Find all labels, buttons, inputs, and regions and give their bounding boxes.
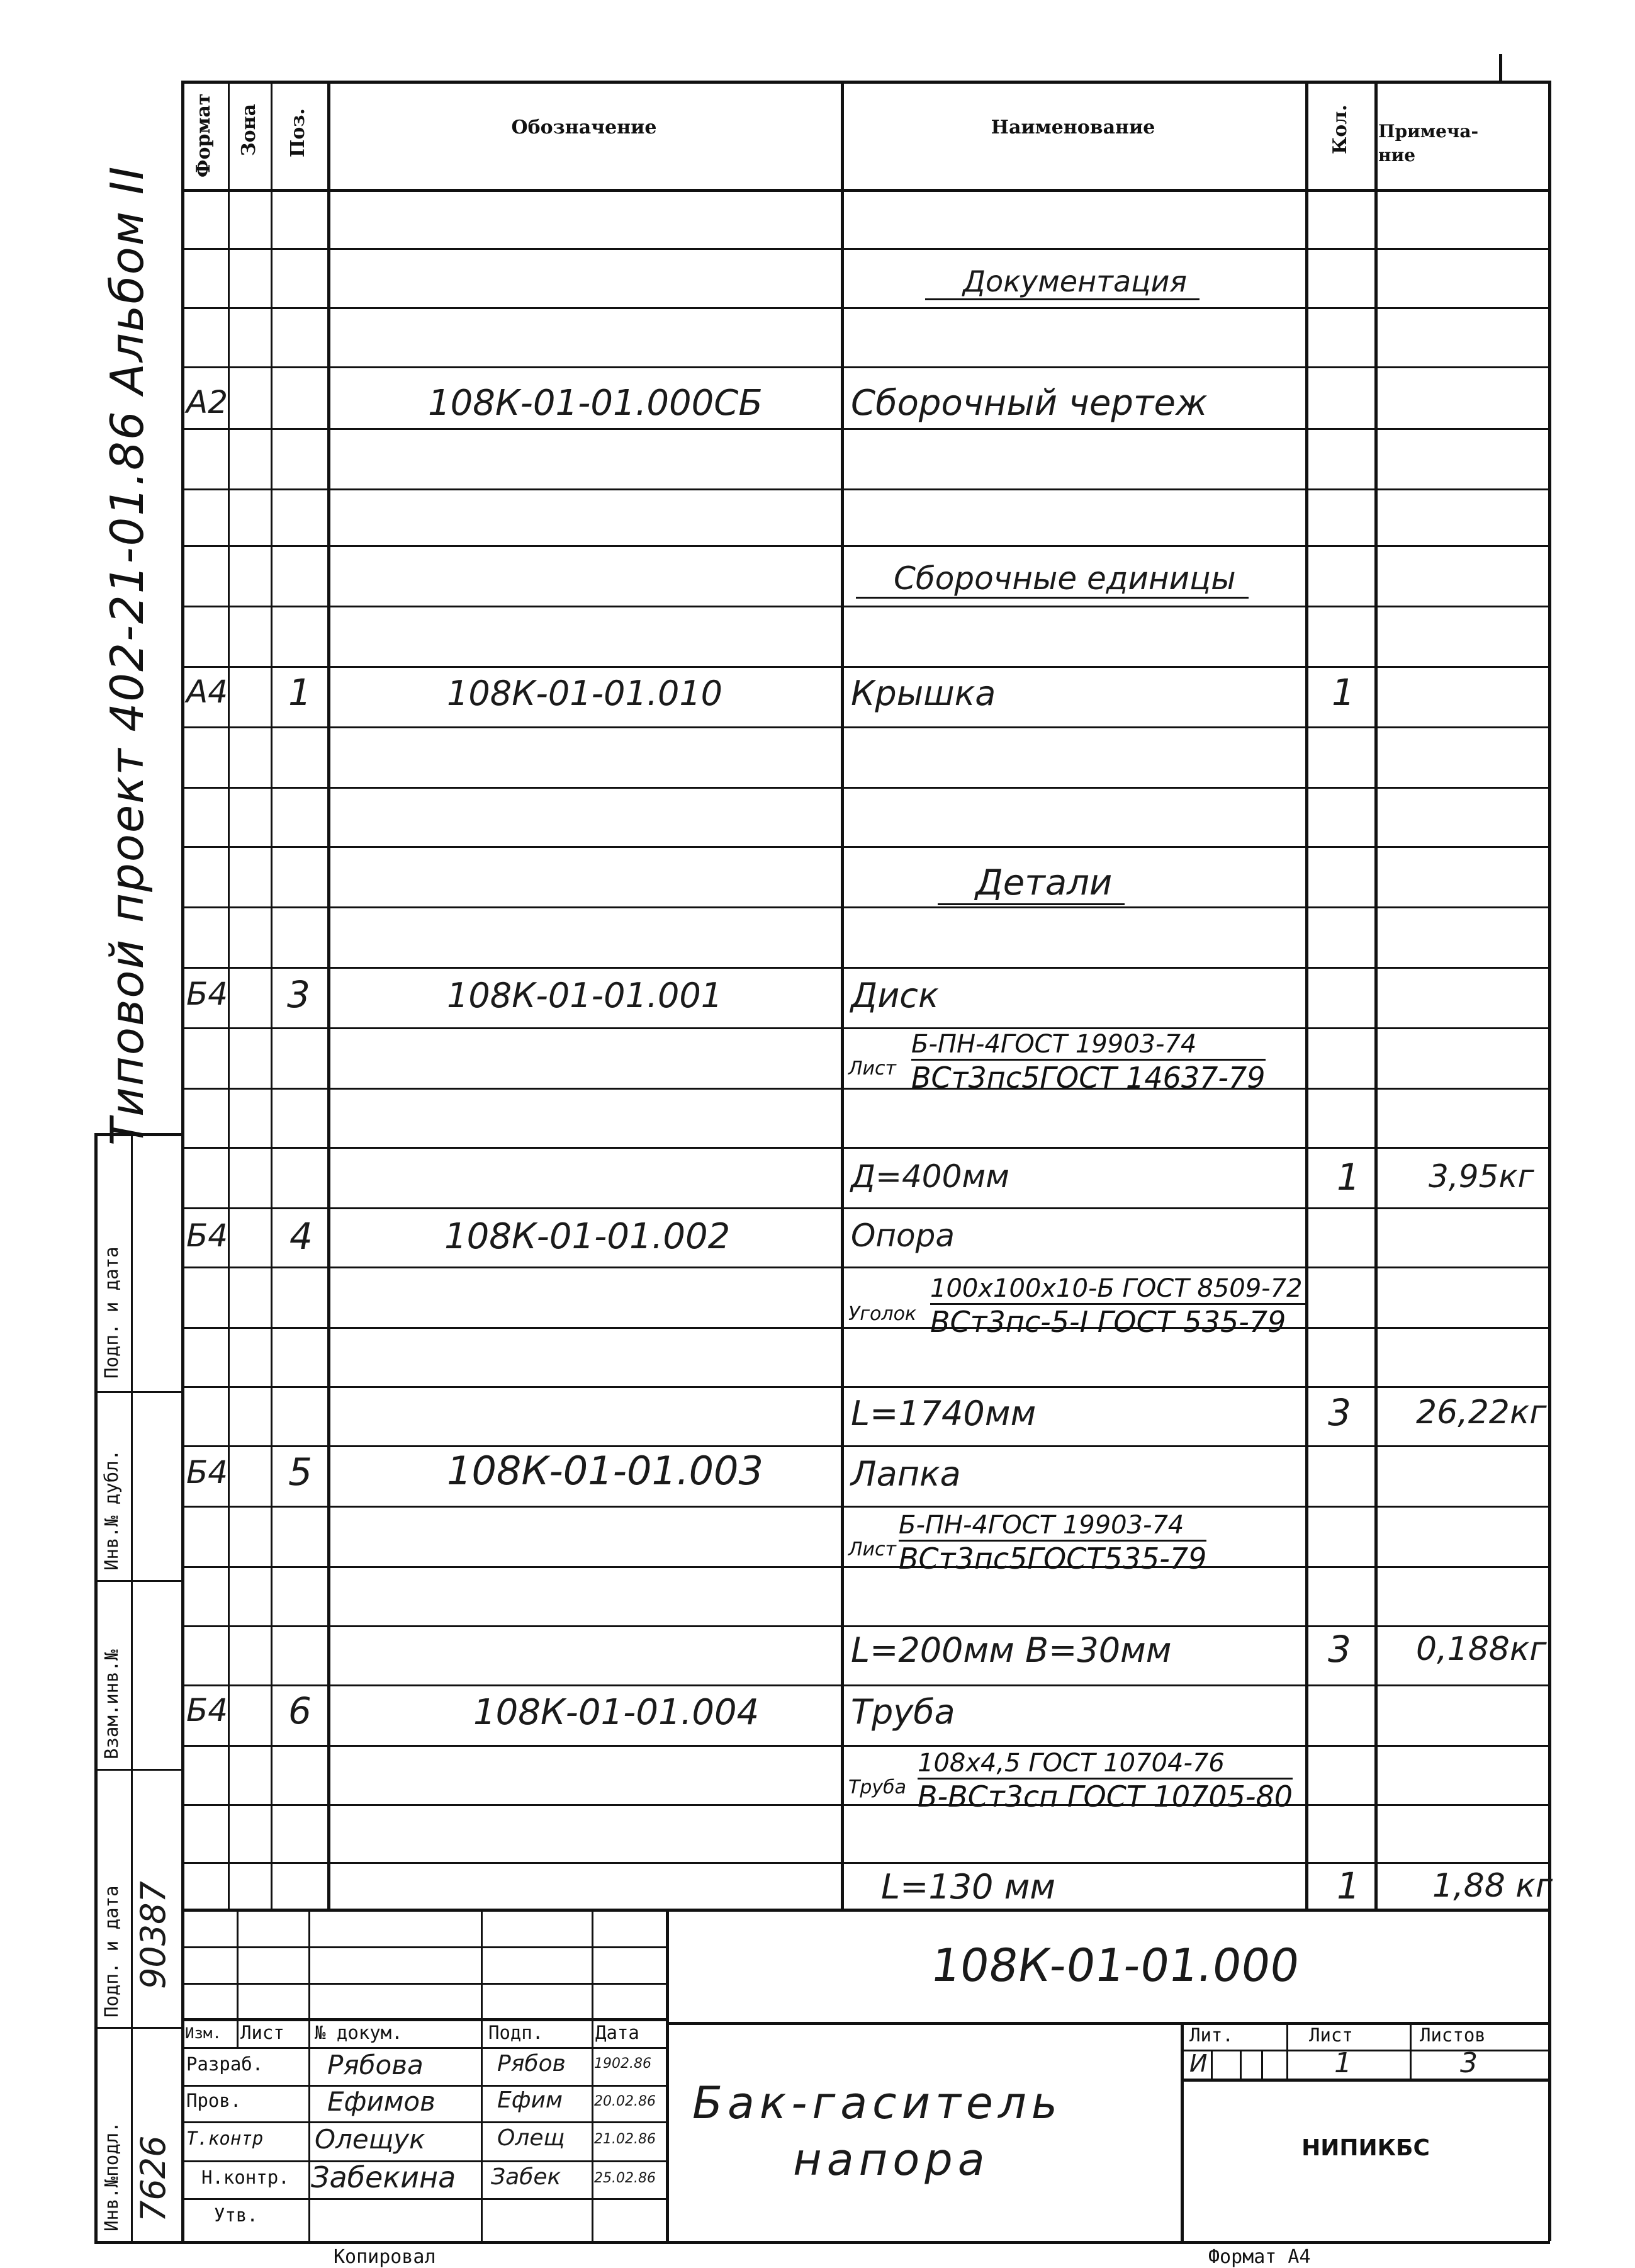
tb-header-izm: Изм. bbox=[185, 2024, 222, 2042]
tb-header-doc: № докум. bbox=[315, 2022, 403, 2043]
sign-date-value: 90387 bbox=[133, 1881, 173, 1989]
material-top: Б-ПН-4ГОСТ 19903-74 bbox=[899, 1511, 1206, 1542]
row-qty: 3 bbox=[1328, 1628, 1351, 1671]
tb-sheets-label: Листов bbox=[1420, 2024, 1486, 2046]
row-name: Опора bbox=[851, 1217, 955, 1254]
row-name: Диск bbox=[851, 976, 939, 1015]
row-name: Лапка bbox=[851, 1454, 961, 1494]
row-name: L=200мм B=30мм bbox=[851, 1630, 1172, 1670]
tb-sheets-value: 3 bbox=[1460, 2047, 1478, 2079]
material-top: 100х100х10-Б ГОСТ 8509-72 bbox=[930, 1274, 1306, 1305]
row-pos: 6 bbox=[288, 1690, 312, 1732]
header-pos: Поз. bbox=[287, 108, 309, 157]
row-designation: 108К-01-01.000СБ bbox=[428, 383, 763, 424]
side-label-vzam-inv: Взам.инв.№ bbox=[101, 1649, 122, 1759]
row-format: Б4 bbox=[186, 1217, 228, 1254]
row-name: Д=400мм bbox=[851, 1158, 1009, 1195]
row-format: Б4 bbox=[186, 1692, 228, 1729]
row-name: Труба bbox=[851, 1692, 955, 1732]
material-top: 108х4,5 ГОСТ 10704-76 bbox=[918, 1749, 1293, 1780]
row-pos: 5 bbox=[288, 1450, 313, 1494]
tb-role: Т.контр bbox=[186, 2128, 264, 2149]
header-format: Формат bbox=[193, 93, 215, 178]
tb-header-sign: Подп. bbox=[488, 2022, 544, 2043]
tb-role: Пров. bbox=[186, 2090, 242, 2111]
row-designation: 108К-01-01.003 bbox=[447, 1448, 763, 1494]
tb-signature: Олещ bbox=[497, 2125, 565, 2151]
row-format: А4 bbox=[186, 674, 228, 710]
row-note: 26,22кг bbox=[1416, 1394, 1547, 1431]
side-label-inv-dubl: Инв.№ дубл. bbox=[101, 1449, 122, 1571]
side-label-sign-date-1: Подп. и дата bbox=[101, 1246, 122, 1379]
material-bottom: ВСт3пс-5-I ГОСТ 535-79 bbox=[930, 1305, 1286, 1339]
tb-date: 21.02.86 bbox=[594, 2131, 656, 2147]
row-designation: 108К-01-01.001 bbox=[447, 976, 723, 1015]
header-note: Примеча-ние bbox=[1378, 121, 1479, 166]
inv-number-value: 7626 bbox=[133, 2135, 173, 2222]
side-label-sign-date-2: Подп. и дата bbox=[101, 1885, 122, 2017]
tb-doc-number: 108К-01-01.000 bbox=[928, 1939, 1303, 1992]
tb-organization: НИПИКБС bbox=[1301, 2135, 1430, 2161]
material-prefix: Труба bbox=[848, 1776, 907, 1798]
side-label-inv-podl: Инв.№подл. bbox=[101, 2121, 122, 2231]
tb-header-list: Лист bbox=[240, 2022, 284, 2043]
material-spec bbox=[848, 1511, 1206, 1576]
tb-header-date: Дата bbox=[595, 2022, 639, 2043]
tb-role: Н.контр. bbox=[201, 2167, 289, 2188]
footer-copied: Копировал bbox=[334, 2246, 436, 2268]
material-bottom: ВСт3пс5ГОСТ 14637-79 bbox=[911, 1061, 1266, 1095]
tb-sheet-value: 1 bbox=[1334, 2047, 1352, 2079]
row-qty: 1 bbox=[1337, 1865, 1360, 1907]
tb-date: 25.02.86 bbox=[594, 2170, 656, 2186]
tb-person-name: Рябова bbox=[327, 2050, 424, 2080]
footer-format: Формат А4 bbox=[1208, 2246, 1311, 2268]
row-pos: 1 bbox=[288, 671, 312, 714]
tb-role: Разраб. bbox=[186, 2053, 264, 2075]
material-spec bbox=[848, 1030, 1266, 1095]
section-heading-documentation: Документация bbox=[925, 264, 1200, 300]
row-format: Б4 bbox=[186, 1454, 228, 1491]
tb-role: Утв. bbox=[214, 2204, 258, 2226]
row-qty: 1 bbox=[1337, 1156, 1360, 1199]
row-note: 1,88 кг bbox=[1432, 1867, 1553, 1905]
tb-lit-label: Лит. bbox=[1189, 2024, 1233, 2046]
header-name: Наименование bbox=[991, 116, 1155, 138]
material-bottom: В-ВСт3сп ГОСТ 10705-80 bbox=[918, 1780, 1293, 1814]
header-designation: Обозначение bbox=[511, 116, 657, 138]
material-spec bbox=[848, 1749, 1293, 1814]
row-note: 3,95кг bbox=[1429, 1158, 1534, 1195]
material-spec bbox=[848, 1274, 1306, 1339]
section-heading-assembly-units: Сборочные единицы bbox=[856, 560, 1249, 599]
row-pos: 4 bbox=[289, 1215, 313, 1258]
header-zone: Зона bbox=[238, 103, 260, 156]
tb-lit-value: И bbox=[1189, 2050, 1208, 2077]
tb-person-name: Ефимов bbox=[327, 2086, 435, 2117]
row-format: Б4 bbox=[186, 976, 228, 1012]
row-name: L=1740мм bbox=[851, 1394, 1037, 1433]
section-heading-parts: Детали bbox=[938, 862, 1125, 905]
tb-signature: Рябов bbox=[497, 2051, 566, 2077]
material-prefix: Уголок bbox=[848, 1303, 917, 1325]
tb-sheet-label: Лист bbox=[1309, 2024, 1353, 2046]
header-qty: Кол. bbox=[1329, 104, 1351, 154]
tb-person-name: Забекина bbox=[311, 2160, 456, 2194]
row-pos: 3 bbox=[287, 973, 310, 1016]
tb-title-line1: Бак-гаситель bbox=[692, 2077, 1062, 2129]
tb-title-line2: напора bbox=[793, 2134, 990, 2186]
row-qty: 3 bbox=[1328, 1391, 1351, 1434]
material-top: Б-ПН-4ГОСТ 19903-74 bbox=[911, 1030, 1266, 1061]
row-designation: 108К-01-01.004 bbox=[473, 1692, 760, 1733]
tb-person-name: Олещук bbox=[315, 2124, 425, 2155]
row-designation: 108К-01-01.002 bbox=[444, 1216, 731, 1257]
binding-mark bbox=[1499, 54, 1502, 81]
row-note: 0,188кг bbox=[1416, 1630, 1547, 1668]
material-prefix: Лист bbox=[848, 1058, 897, 1080]
material-bottom: ВСт3пс5ГОСТ535-79 bbox=[899, 1542, 1207, 1576]
tb-date: 20.02.86 bbox=[594, 2094, 656, 2109]
tb-signature: Забек bbox=[491, 2164, 561, 2190]
row-name: Сборочный чертеж bbox=[851, 383, 1208, 424]
row-name: L=130 мм bbox=[881, 1867, 1056, 1907]
tb-date: 1902.86 bbox=[594, 2056, 651, 2072]
row-qty: 1 bbox=[1332, 671, 1355, 714]
row-format: А2 bbox=[186, 384, 228, 420]
album-project-text: Типовой проект 402-21-01.86 Альбом II bbox=[101, 165, 154, 1146]
tb-signature: Ефим bbox=[497, 2087, 563, 2113]
row-name: Крышка bbox=[851, 674, 996, 713]
material-prefix: Лист bbox=[848, 1538, 897, 1560]
row-designation: 108К-01-01.010 bbox=[447, 674, 723, 713]
